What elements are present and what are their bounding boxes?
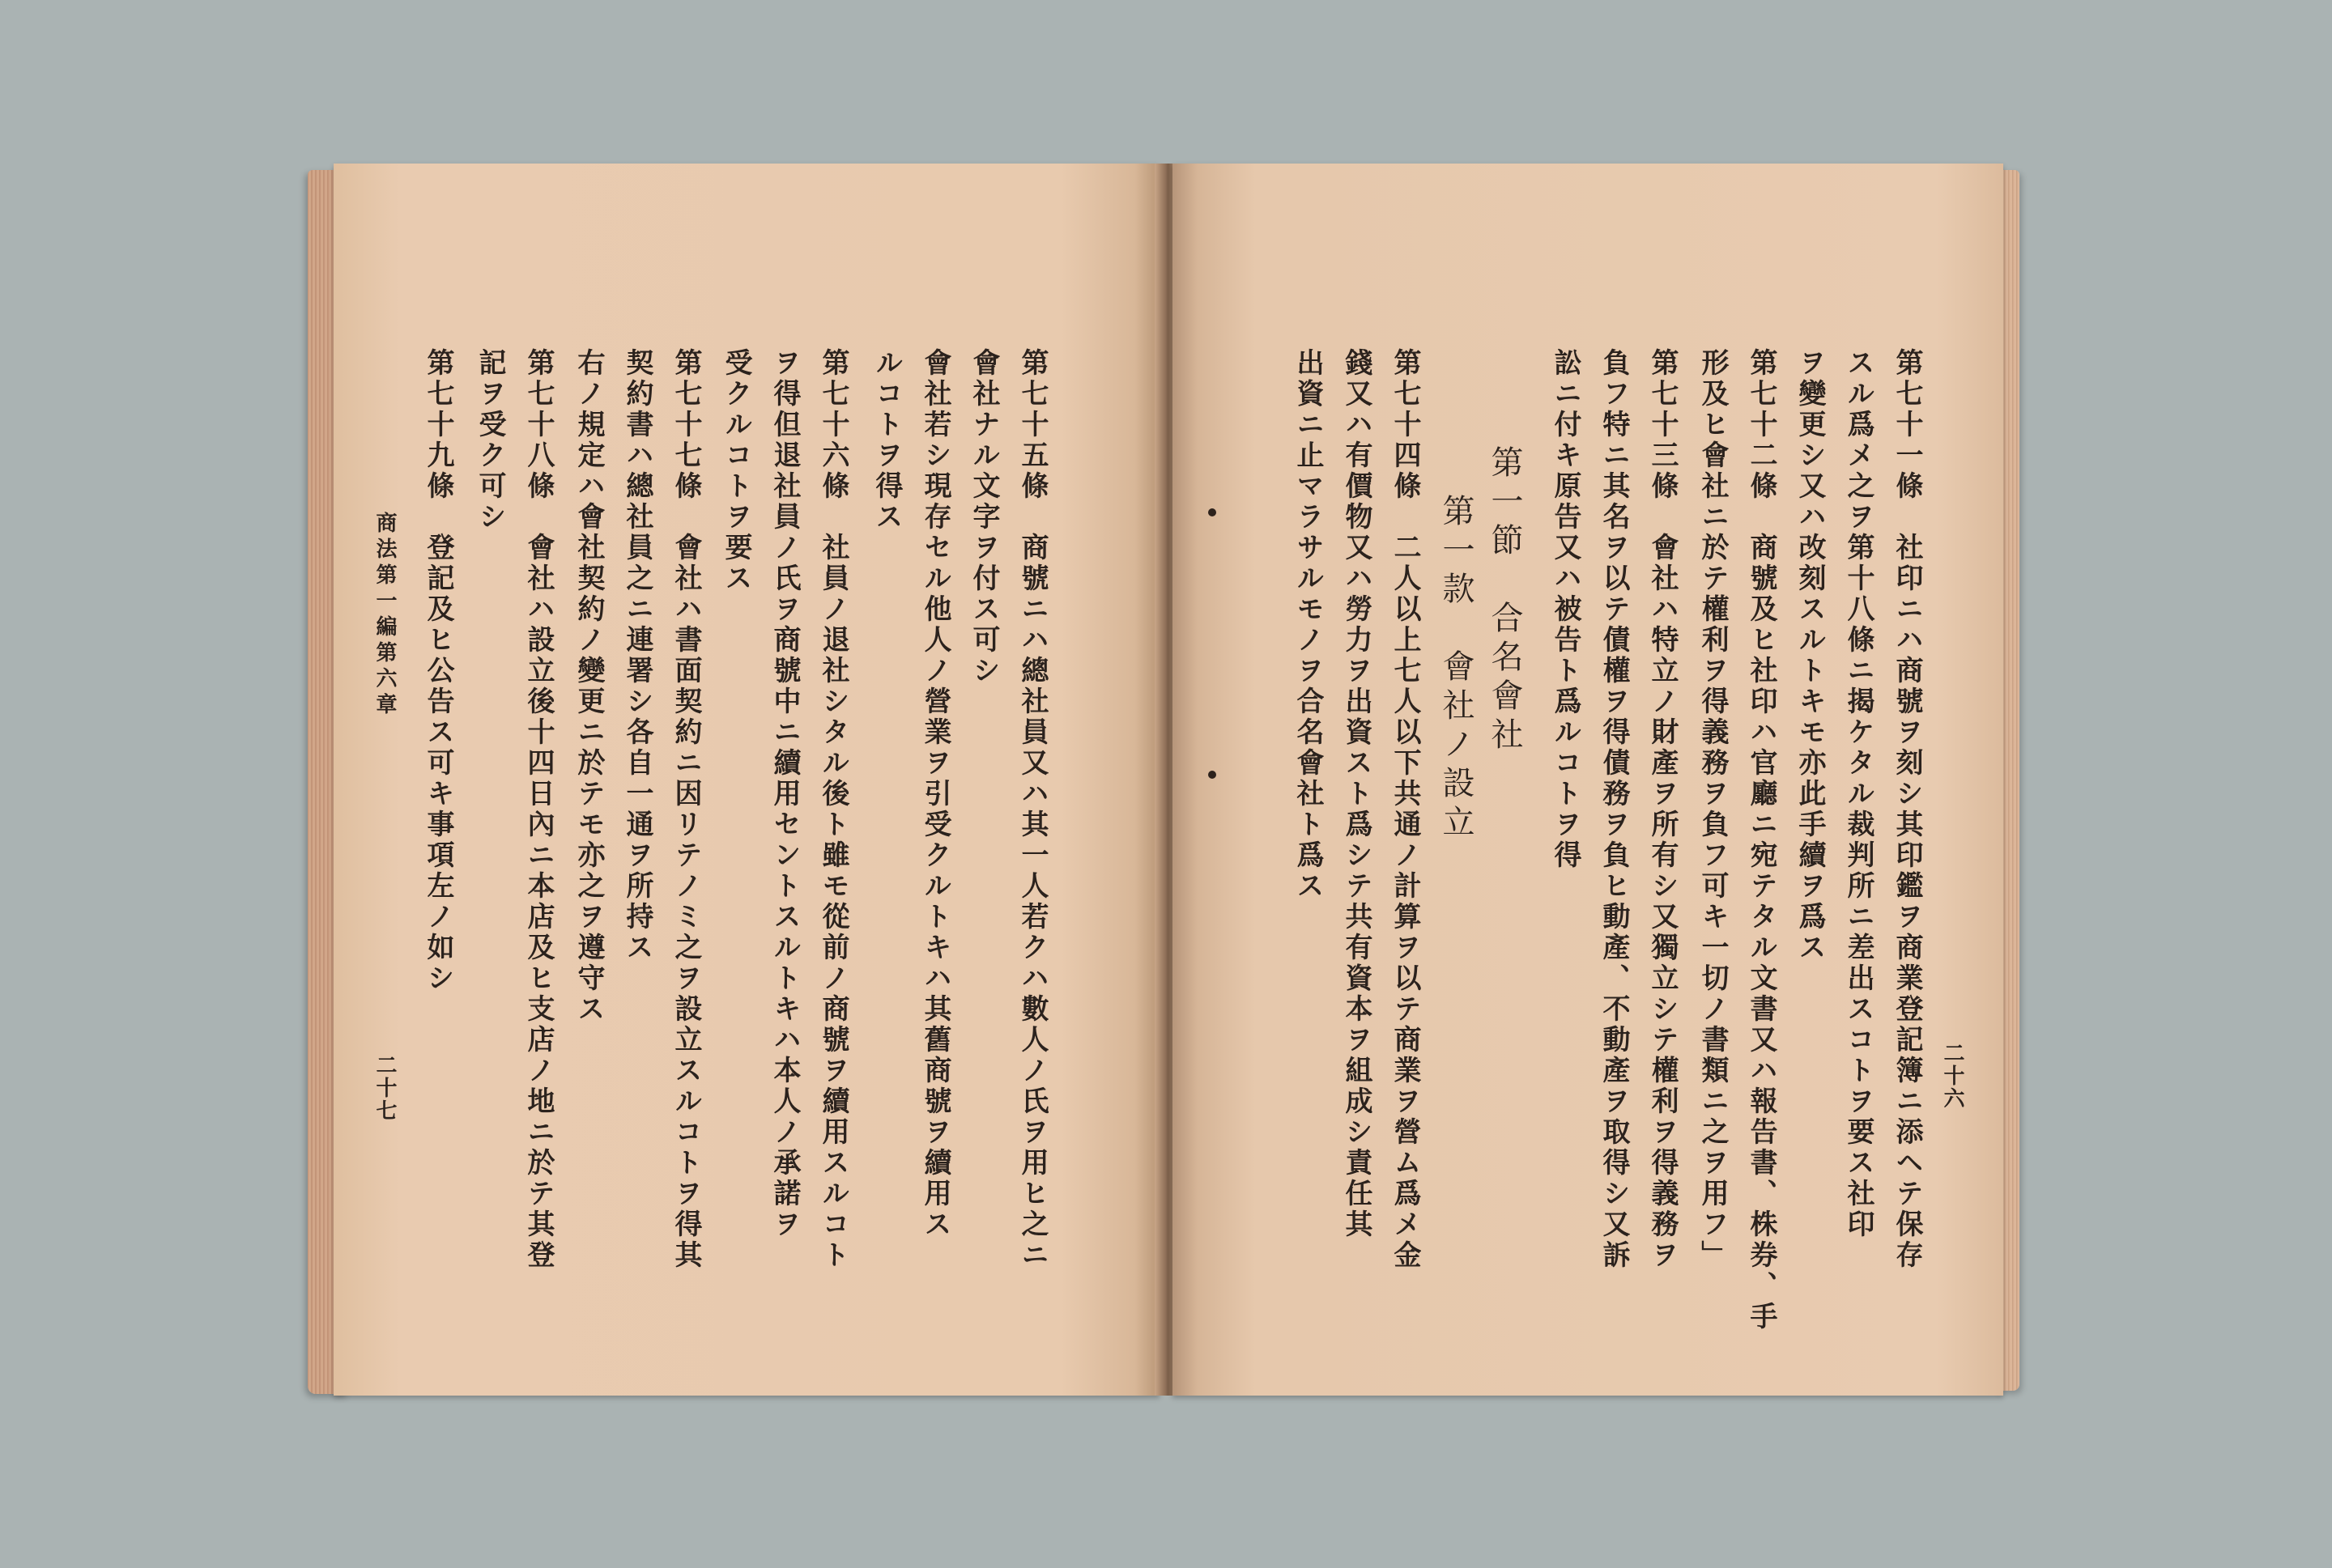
text-column: 受クルコトヲ要ス [720,348,752,594]
text-column: 第七十八條 會社ハ設立後十四日內ニ本店及ヒ支店ノ地ニ於テ其登 [522,348,555,1271]
page-number: 二十六 [1940,1042,1964,1110]
text-column: ヲ得但退社員ノ氏ヲ商號中ニ續用セントスルトキハ本人ノ承諾ヲ [768,348,801,1240]
text-column: 第七十六條 社員ノ退社シタル後ト雖モ從前ノ商號ヲ續用スルコト [817,348,849,1271]
text-column: 第七十三條 會社ハ特立ノ財產ヲ所有シ又獨立シテ權利ヲ得義務ヲ [1646,348,1679,1271]
text-column: 第七十四條 二人以上七人以下共通ノ計算ヲ以テ商業ヲ營ム爲メ金 [1389,348,1421,1271]
text-column: 出資ニ止マラサルモノヲ合名會社ト爲ス [1292,348,1324,902]
text-column: 形及ヒ會社ニ於テ權利ヲ得義務ヲ負フ可キ一切ノ書類ニ之ヲ用フ」 [1696,348,1729,1271]
text-column: 第七十二條 商號及ヒ社印ハ官廳ニ宛テタル文書又ハ報告書、株券、手 [1745,348,1777,1332]
text-column: 記ヲ受ク可シ [474,348,506,533]
text-column: 會社ナル文字ヲ付ス可シ [968,348,1000,686]
binding-hole [1208,508,1216,516]
text-column: 第七十五條 商號ニハ總社員又ハ其一人若クハ數人ノ氏ヲ用ヒ之ニ [1016,348,1049,1271]
text-column: 契約書ハ總社員之ニ連署シ各自一通ヲ所持ス [621,348,653,963]
text-column: 錢又ハ有價物又ハ勞力ヲ出資スト爲シテ共有資本ヲ組成シ責任其 [1340,348,1372,1240]
text-column: 第七十七條 會社ハ書面契約ニ因リテノミ之ヲ設立スルコトヲ得其 [670,348,702,1271]
text-column: 訟ニ付キ原告又ハ被告ト爲ルコトヲ得 [1549,348,1581,871]
text-column: 第七十九條 登記及ヒ公告ス可キ事項左ノ如シ [422,348,454,994]
text-column: ヲ變更シ又ハ改刻スルトキモ亦此手續ヲ爲ス [1794,348,1826,963]
text-column: ルコトヲ得ス [870,348,903,533]
right-page [1172,164,2003,1396]
text-column: 右ノ規定ハ會社契約ノ變更ニ於テモ亦之ヲ遵守ス [572,348,605,1025]
section-heading: 第一節 合名會社 [1486,445,1523,756]
text-column: スル爲メ之ヲ第十八條ニ揭ケタル裁判所ニ差出スコトヲ要ス社印 [1842,348,1875,1240]
left-page [334,164,1160,1396]
text-column: 第七十一條 社印ニハ商號ヲ刻シ其印鑑ヲ商業登記簿ニ添ヘテ保存 [1891,348,1923,1271]
subsection-heading: 第一款 會社ノ設立 [1437,494,1475,843]
binding-hole [1208,771,1216,779]
text-column: 會社若シ現存セル他人ノ營業ヲ引受クルトキハ其舊商號ヲ續用ス [919,348,951,1240]
page-number: 二十七 [372,1054,397,1122]
text-column: 負フ特ニ其名ヲ以テ債權ヲ得債務ヲ負ヒ動產、不動產ヲ取得シ又訴 [1598,348,1630,1271]
running-head: 商法第一編第六章 [372,512,397,719]
